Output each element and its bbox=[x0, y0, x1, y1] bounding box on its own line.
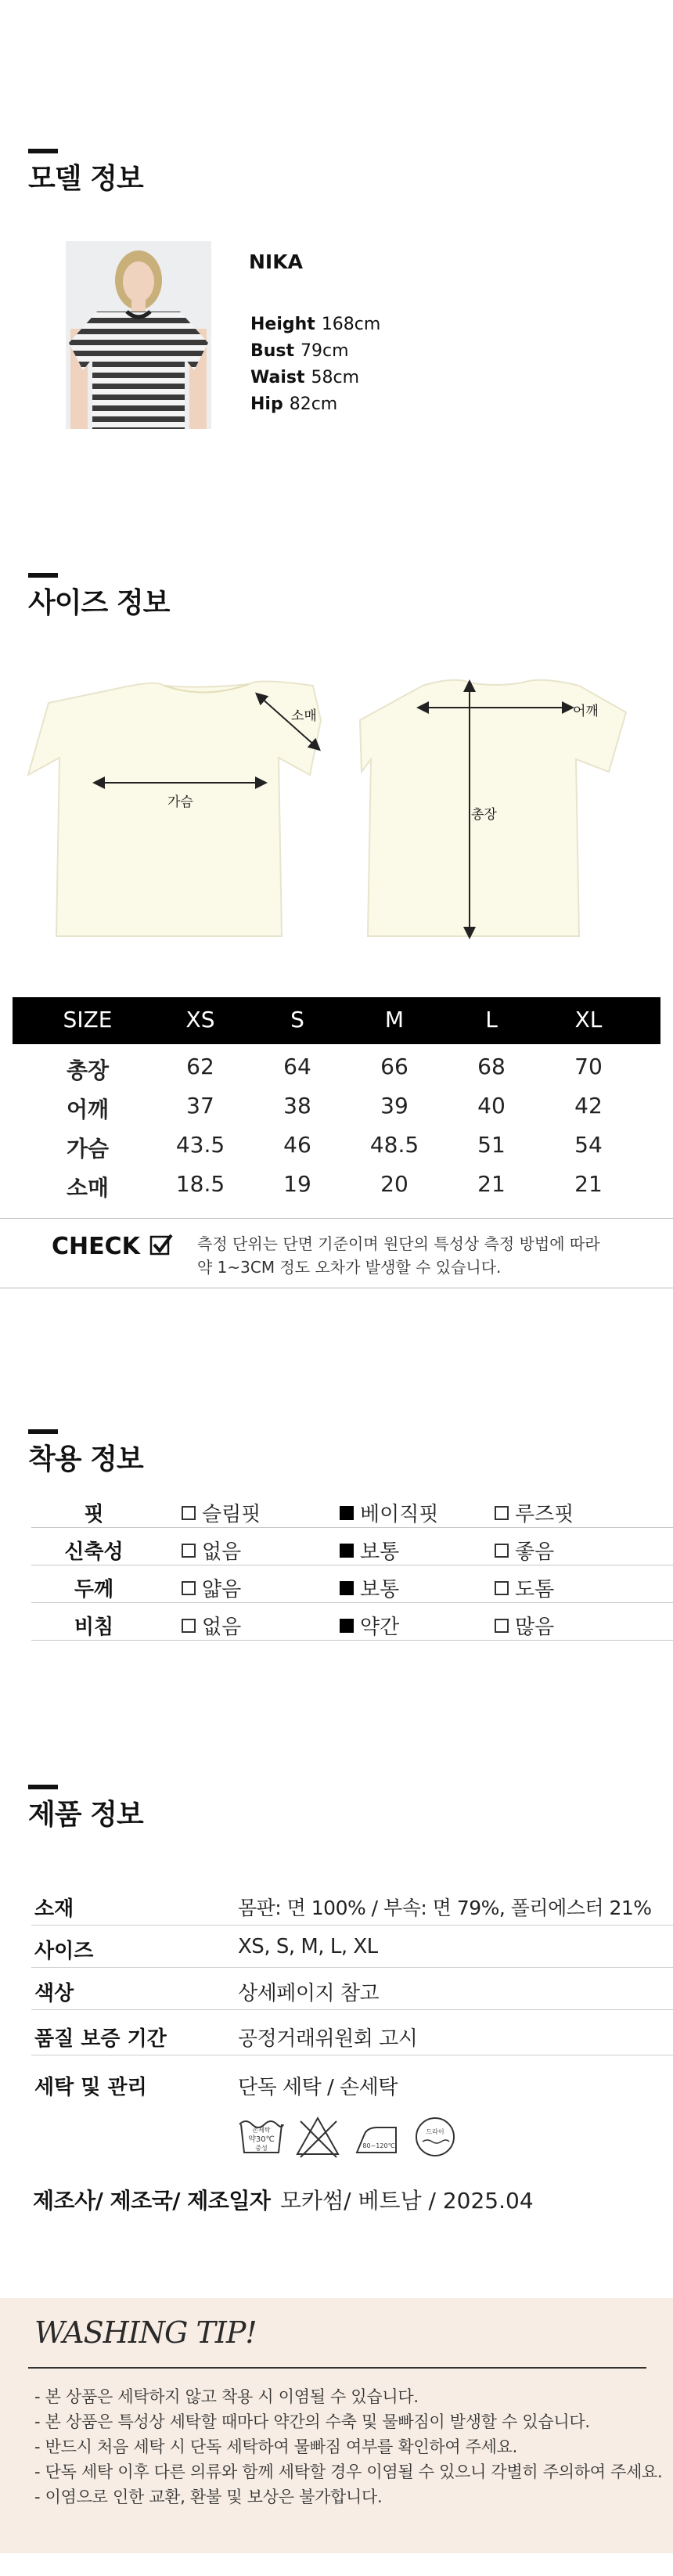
size-row-label: 총장 bbox=[66, 1057, 110, 1083]
fit-option: 많음 bbox=[495, 1611, 554, 1640]
tshirt-diagram-svg bbox=[0, 658, 673, 955]
size-table-row bbox=[13, 1086, 660, 1124]
washing-tip-title: WASHING TIP! bbox=[34, 2315, 257, 2350]
checkbox-empty-icon bbox=[495, 1506, 509, 1520]
size-cell: 64 bbox=[283, 1054, 311, 1079]
iron-icon-text: 80~120℃ bbox=[362, 2142, 395, 2149]
size-info-title: 사이즈 정보 bbox=[28, 587, 170, 619]
checkbox-empty-icon bbox=[182, 1506, 196, 1520]
maker-value: 모카썸/ 베트남 / 2025.04 bbox=[280, 2188, 534, 2214]
check-notice bbox=[0, 1218, 673, 1288]
fit-option: 없음 bbox=[182, 1536, 241, 1565]
product-info-title: 제품 정보 bbox=[28, 1799, 143, 1831]
checkbox-empty-icon bbox=[182, 1544, 196, 1558]
fit-option-selected: 보통 bbox=[340, 1536, 399, 1565]
checkbox-empty-icon bbox=[182, 1619, 196, 1633]
care-icons bbox=[238, 2113, 473, 2160]
size-cell: 46 bbox=[283, 1132, 311, 1158]
fit-option: 루즈핏 bbox=[495, 1498, 574, 1527]
checkbox-empty-icon bbox=[182, 1581, 196, 1595]
size-cell: 39 bbox=[380, 1093, 408, 1119]
size-cell: 54 bbox=[574, 1132, 603, 1158]
size-cell: 19 bbox=[283, 1171, 311, 1197]
size-cell: 21 bbox=[574, 1171, 603, 1197]
checkbox-empty-icon bbox=[495, 1544, 509, 1558]
size-cell: 18.5 bbox=[175, 1171, 225, 1197]
product-row-label: 사이즈 bbox=[34, 1940, 94, 1963]
product-row-label: 소재 bbox=[34, 1897, 74, 1921]
size-cell: 37 bbox=[186, 1093, 214, 1119]
check-text-line-2: 약 1~3CM 정도 오차가 발생할 수 있습니다. bbox=[197, 1258, 502, 1277]
size-cell: 68 bbox=[477, 1054, 506, 1079]
product-row-color bbox=[31, 1969, 673, 2010]
iron-80-120-icon bbox=[357, 2127, 396, 2153]
product-row-value: 공정거래위원회 고시 bbox=[238, 2027, 418, 2051]
sleeve-label: 소매 bbox=[291, 708, 317, 724]
product-row-value: 몸판: 면 100% / 부속: 면 79%, 폴리에스터 21% bbox=[238, 1897, 652, 1919]
size-cell: 38 bbox=[283, 1093, 311, 1119]
fit-row-fit bbox=[31, 1492, 673, 1528]
wash-30-icon bbox=[239, 2121, 283, 2153]
fit-option: 얇음 bbox=[182, 1573, 241, 1602]
fit-row-label: 비침 bbox=[74, 1616, 114, 1639]
checkbox-empty-icon bbox=[495, 1619, 509, 1633]
product-row-label: 색상 bbox=[34, 1982, 74, 2005]
washing-tip-item: - 본 상품은 특성상 세탁할 때마다 약간의 수축 및 물빠짐이 발생할 수 있습니다. bbox=[34, 2412, 590, 2431]
size-header-cell: SIZE bbox=[63, 1007, 113, 1032]
size-header-cell: M bbox=[384, 1007, 405, 1032]
checkbox-filled-icon bbox=[340, 1619, 354, 1633]
no-bleach-icon bbox=[297, 2118, 338, 2157]
checkbox-checked-icon bbox=[149, 1234, 173, 1257]
size-header-cell: S bbox=[290, 1007, 304, 1032]
product-row-label: 품질 보증 기간 bbox=[34, 2027, 167, 2051]
product-row-care bbox=[31, 2063, 673, 2104]
model-spec-bust: Bust 79cm bbox=[250, 341, 349, 361]
washing-tip-item: - 반드시 처음 세탁 시 단독 세탁하여 물빠짐 여부를 확인하여 주세요. bbox=[34, 2437, 518, 2456]
product-row-material bbox=[31, 1885, 673, 1926]
size-cell: 20 bbox=[380, 1171, 408, 1197]
product-row-value: XS, S, M, L, XL bbox=[238, 1935, 378, 1958]
size-cell: 48.5 bbox=[369, 1132, 419, 1158]
wash-icon-top-text: 손세탁 bbox=[252, 2127, 271, 2134]
size-header-cell: XS bbox=[185, 1007, 215, 1032]
fit-option: 도톰 bbox=[495, 1573, 554, 1602]
checkbox-filled-icon bbox=[340, 1581, 354, 1595]
section-bar bbox=[28, 1785, 58, 1789]
size-header-cell: L bbox=[485, 1007, 498, 1032]
fit-row-label: 두께 bbox=[74, 1578, 114, 1601]
maker-label: 제조사/ 제조국/ 제조일자 bbox=[33, 2188, 271, 2214]
size-table-row bbox=[13, 1047, 660, 1085]
fit-option: 없음 bbox=[182, 1611, 241, 1640]
model-name: NIKA bbox=[249, 250, 303, 273]
model-spec-waist: Waist 58cm bbox=[250, 368, 360, 387]
fit-row-thickness bbox=[31, 1567, 673, 1603]
check-title: CHECK bbox=[52, 1233, 173, 1260]
size-cell: 62 bbox=[186, 1054, 214, 1079]
product-row-value: 단독 세탁 / 손세탁 bbox=[238, 2076, 398, 2099]
dry-clean-icon bbox=[416, 2118, 454, 2156]
dry-clean-icon-text: 드라이 bbox=[426, 2128, 444, 2135]
size-diagram bbox=[0, 658, 673, 955]
size-table-row bbox=[13, 1126, 660, 1163]
fit-row-label: 신축성 bbox=[64, 1540, 124, 1564]
divider bbox=[28, 2367, 646, 2369]
wash-icon-bottom-text: 중성 bbox=[255, 2145, 268, 2152]
size-table-header bbox=[13, 997, 660, 1044]
fit-option-selected: 보통 bbox=[340, 1573, 399, 1602]
fit-option-selected: 베이직핏 bbox=[340, 1498, 438, 1527]
fit-row-stretch bbox=[31, 1529, 673, 1565]
fit-row-sheerness bbox=[31, 1605, 673, 1641]
checkbox-empty-icon bbox=[495, 1581, 509, 1595]
size-cell: 40 bbox=[477, 1093, 506, 1119]
model-spec-height: Height 168cm bbox=[250, 315, 381, 334]
washing-tip-item: - 본 상품은 세탁하지 않고 착용 시 이염될 수 있습니다. bbox=[34, 2387, 419, 2406]
fit-row-label: 핏 bbox=[84, 1503, 104, 1526]
size-table-row bbox=[13, 1165, 660, 1202]
size-row-label: 가슴 bbox=[66, 1136, 110, 1162]
model-info-title: 모델 정보 bbox=[28, 163, 143, 195]
chest-label: 가슴 bbox=[167, 794, 193, 810]
wash-icon-temp-text: 약30℃ bbox=[248, 2135, 275, 2144]
section-bar bbox=[28, 1429, 58, 1434]
size-header-cell: XL bbox=[574, 1007, 603, 1032]
fit-option-selected: 약간 bbox=[340, 1611, 399, 1640]
product-row-warranty bbox=[31, 2015, 673, 2055]
size-cell: 42 bbox=[574, 1093, 603, 1119]
section-bar bbox=[28, 573, 58, 578]
size-cell: 51 bbox=[477, 1132, 506, 1158]
checkbox-filled-icon bbox=[340, 1506, 354, 1520]
fit-info-title: 착용 정보 bbox=[28, 1443, 143, 1475]
check-text-line-1: 측정 단위는 단면 기준이며 원단의 특성상 측정 방법에 따라 bbox=[197, 1234, 600, 1253]
size-row-label: 어깨 bbox=[66, 1097, 110, 1122]
checkbox-filled-icon bbox=[340, 1544, 354, 1558]
washing-tip-item: - 이염으로 인한 교환, 환불 및 보상은 불가합니다. bbox=[34, 2488, 383, 2506]
section-bar bbox=[28, 149, 58, 153]
washing-tip-item: - 단독 세탁 이후 다른 의류와 함께 세탁할 경우 이염될 수 있으니 각별히 주의하여 주세요. bbox=[34, 2463, 663, 2481]
model-photo bbox=[66, 241, 211, 429]
size-cell: 21 bbox=[477, 1171, 506, 1197]
shoulder-label: 어깨 bbox=[573, 704, 599, 719]
size-cell: 43.5 bbox=[175, 1132, 225, 1158]
product-row-value: 상세페이지 참고 bbox=[238, 1982, 380, 2005]
bottom-strip bbox=[0, 2553, 673, 2576]
size-cell: 70 bbox=[574, 1054, 603, 1079]
fit-option: 슬림핏 bbox=[182, 1498, 261, 1527]
length-label: 총장 bbox=[471, 807, 497, 823]
washing-tip-panel bbox=[0, 2298, 673, 2553]
product-row-label: 세탁 및 관리 bbox=[34, 2076, 147, 2099]
product-row-size bbox=[31, 1927, 673, 1968]
model-spec-hip: Hip 82cm bbox=[250, 395, 338, 414]
fit-option: 좋음 bbox=[495, 1536, 554, 1565]
size-row-label: 소매 bbox=[66, 1175, 110, 1201]
size-cell: 66 bbox=[380, 1054, 408, 1079]
